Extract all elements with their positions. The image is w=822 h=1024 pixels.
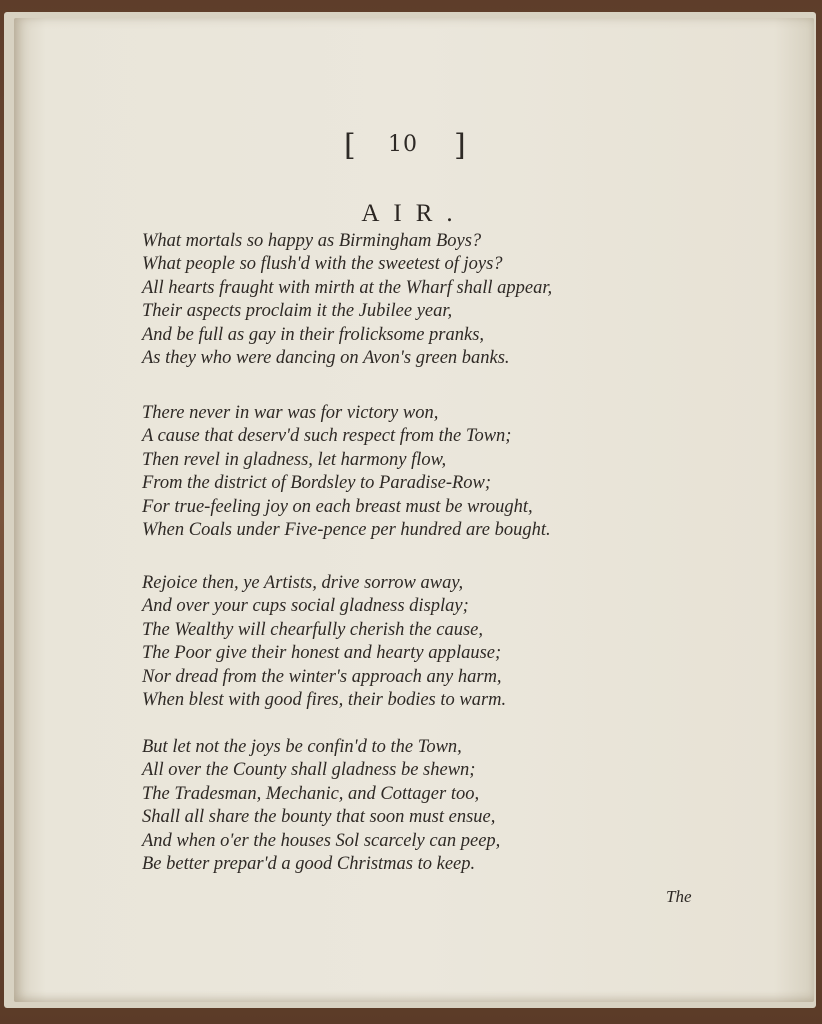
verse-line: As they who were dancing on Avon's green banks. (142, 348, 510, 369)
verse-line: From the district of Bordsley to Paradise-Row; (142, 473, 492, 494)
verse-line: What people so flush'd with the sweetest of joys? (142, 254, 503, 275)
verse-line: A cause that deserv'd such respect from the Town; (142, 426, 512, 447)
verse-line: The Wealthy will chearfully cherish the cause, (142, 619, 483, 640)
verse-line: And when o'er the houses Sol scarcely can peep, (142, 830, 501, 851)
stanza-2 (142, 402, 742, 542)
verse-line: Their aspects proclaim it the Jubilee year, (142, 301, 453, 322)
verse-line: The Poor give their honest and hearty applause; (142, 643, 502, 664)
verse-line: Rejoice then, ye Artists, drive sorrow away, (142, 573, 464, 593)
verse-line: What mortals so happy as Birmingham Boys? (142, 231, 482, 251)
verse-line: But let not the joys be confin'd to the Town, (142, 737, 462, 757)
page-number (344, 128, 474, 168)
verse-line: Then revel in gladness, let harmony flow, (142, 449, 447, 470)
poem-heading: AIR. (361, 200, 467, 227)
verse-line: And over your cups social gladness display; (142, 596, 469, 617)
verse-line: There never in war was for victory won, (142, 403, 439, 423)
verse-line: All over the County shall gladness be shewn; (142, 760, 476, 781)
page-number-bracket-left: [ (344, 128, 362, 163)
page-number-bracket-right: ] (454, 128, 472, 163)
stanza-4 (142, 736, 742, 876)
page-number-value: 10 (388, 132, 418, 157)
stanza-3 (142, 572, 742, 712)
verse-line: Shall all share the bounty that soon must ensue, (142, 807, 496, 828)
verse-line: The Tradesman, Mechanic, and Cottager too, (142, 783, 480, 804)
verse-line: And be full as gay in their frolicksome pranks, (142, 324, 485, 345)
verse-line: When Coals under Five-pence per hundred are bought. (142, 520, 551, 541)
verse-line: Be better prepar'd a good Christmas to keep. (142, 854, 476, 875)
verse-line: Nor dread from the winter's approach any harm, (142, 666, 502, 687)
verse-line: When blest with good fires, their bodies to warm. (142, 690, 507, 711)
stanza-1 (142, 230, 742, 370)
catchword: The (666, 887, 692, 906)
verse-line: For true-feeling joy on each breast must be wrought, (142, 496, 533, 517)
verse-line: All hearts fraught with mirth at the Wharf shall appear, (142, 277, 553, 298)
book-page (14, 18, 814, 1002)
